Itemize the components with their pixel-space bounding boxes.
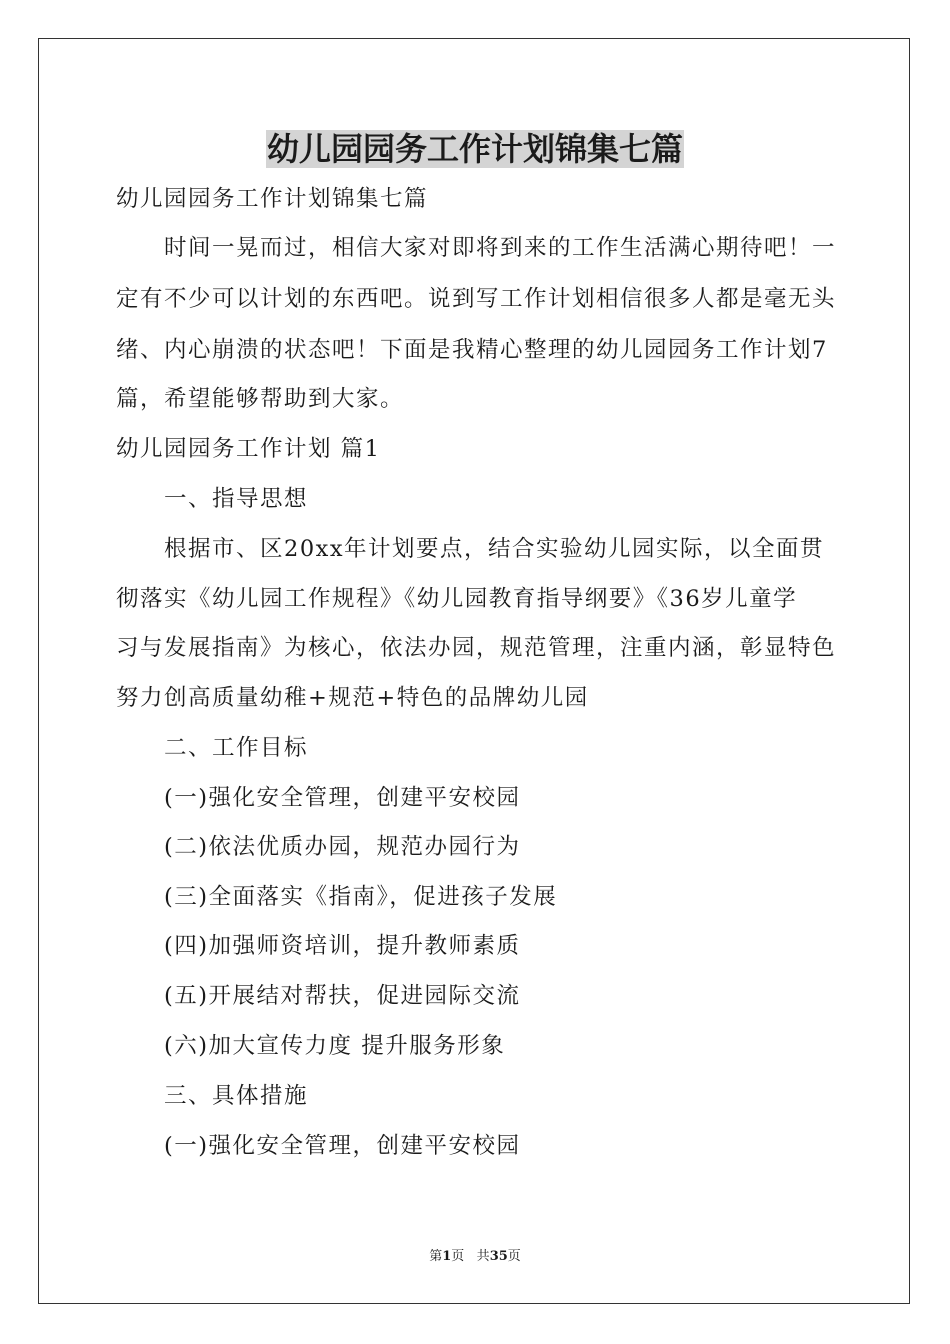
list-item: (二)依法优质办园，规范办园行为 — [164, 834, 521, 860]
subsection-heading: 三、具体措施 — [164, 1083, 309, 1109]
footer-page-prefix: 第 — [429, 1249, 443, 1264]
paragraph-line: 努力创高质量幼稚+规范+特色的品牌幼儿园 — [116, 685, 589, 711]
list-item: (一)强化安全管理，创建平安校园 — [164, 1133, 521, 1159]
intro-line: 定有不少可以计划的东西吧。说到写工作计划相信很多人都是毫无头 — [116, 286, 837, 312]
intro-line: 篇，希望能够帮助到大家。 — [116, 386, 405, 412]
subsection-heading: 一、指导思想 — [164, 486, 309, 512]
intro-line: 绪、内心崩溃的状态吧！下面是我精心整理的幼儿园园务工作计划7 — [116, 337, 828, 363]
page-footer — [0, 1248, 950, 1266]
document-title — [0, 126, 950, 172]
footer-total-prefix: 共 — [476, 1249, 490, 1264]
page-border — [38, 38, 910, 1304]
footer-total-pages: 35 — [489, 1249, 508, 1264]
list-item: (四)加强师资培训，提升教师素质 — [164, 933, 521, 959]
document-title-text: 幼儿园园务工作计划锦集七篇 — [266, 130, 683, 168]
subtitle-line: 幼儿园园务工作计划锦集七篇 — [116, 186, 429, 212]
list-item: (三)全面落实《指南》，促进孩子发展 — [164, 884, 558, 910]
section-heading: 幼儿园园务工作计划 篇1 — [116, 436, 381, 462]
subsection-heading: 二、工作目标 — [164, 735, 309, 761]
footer-page-number: 1 — [442, 1249, 452, 1264]
list-item: (五)开展结对帮扶，促进园际交流 — [164, 983, 521, 1009]
paragraph-line: 彻落实《幼儿园工作规程》《幼儿园教育指导纲要》《36岁儿童学 — [116, 586, 798, 612]
list-item: (六)加大宣传力度 提升服务形象 — [164, 1033, 506, 1059]
list-item: (一)强化安全管理，创建平安校园 — [164, 785, 521, 811]
intro-line: 时间一晃而过，相信大家对即将到来的工作生活满心期待吧！一 — [164, 235, 837, 261]
paragraph-line: 根据市、区20xx年计划要点，结合实验幼儿园实际，以全面贯 — [164, 536, 825, 562]
paragraph-line: 习与发展指南》为核心，依法办园，规范管理，注重内涵，彰显特色 — [116, 635, 837, 661]
footer-page-suffix: 页 — [451, 1249, 465, 1264]
footer-total-suffix: 页 — [507, 1249, 521, 1264]
